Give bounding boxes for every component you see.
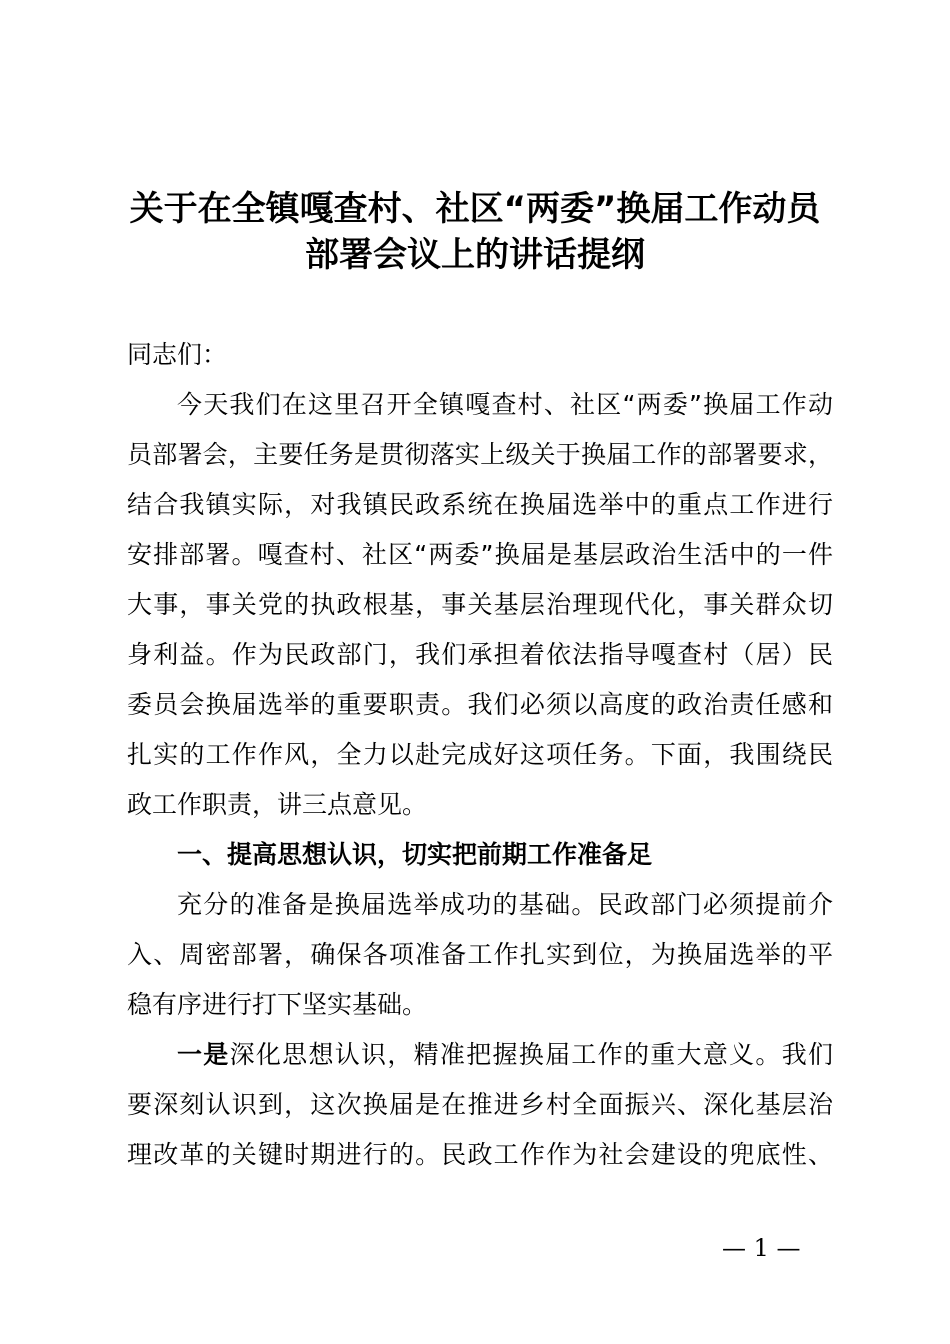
paragraph-intro (127, 380, 833, 830)
page-number: — 1 — (722, 1234, 801, 1262)
text-line: 今天我们在这里召开全镇嘎查村、社区“两委”换届工作动 (177, 390, 833, 419)
document-title (0, 186, 950, 278)
text-line: 员部署会，主要任务是贯彻落实上级关于换届工作的部署要求， (127, 440, 833, 469)
title-line: 部署会议上的讲话提纲 (305, 235, 645, 275)
point-text: 深化思想认识，精准把握换届工作的重大意义。我们 (229, 1040, 833, 1069)
title-line: 关于在全镇嘎查村、社区“两委”换届工作动员 (129, 189, 821, 229)
salutation: 同志们： (127, 340, 228, 369)
text-line: 扎实的工作作风，全力以赴完成好这项任务。下面，我围绕民 (127, 740, 833, 769)
document-body (127, 330, 833, 1180)
section-heading: 一、提高思想认识，切实把前期工作准备足 (177, 840, 653, 869)
paragraph-point-one (127, 1030, 833, 1180)
text-line: 理改革的关键时期进行的。民政工作作为社会建设的兜底性、 (127, 1140, 833, 1169)
text-line: 稳有序进行打下坚实基础。 (127, 990, 428, 1019)
point-lead: 一是 (177, 1040, 230, 1069)
text-line: 入、周密部署，确保各项准备工作扎实到位，为换届选举的平 (127, 940, 833, 969)
text-line: 要深刻认识到，这次换届是在推进乡村全面振兴、深化基层治 (127, 1090, 833, 1119)
text-line: 大事，事关党的执政根基，事关基层治理现代化，事关群众切 (127, 590, 833, 619)
text-line: 身利益。作为民政部门，我们承担着依法指导嘎查村（居）民 (127, 640, 833, 669)
text-line: 充分的准备是换届选举成功的基础。民政部门必须提前介 (177, 890, 833, 919)
paragraph-preparation (127, 880, 833, 1030)
text-line: 安排部署。嘎查村、社区“两委”换届是基层政治生活中的一件 (127, 540, 833, 569)
text-line: 政工作职责，讲三点意见。 (127, 790, 428, 819)
text-line: 结合我镇实际，对我镇民政系统在换届选举中的重点工作进行 (127, 490, 833, 519)
text-line (127, 1030, 833, 1080)
text-line: 委员会换届选举的重要职责。我们必须以高度的政治责任感和 (127, 690, 833, 719)
